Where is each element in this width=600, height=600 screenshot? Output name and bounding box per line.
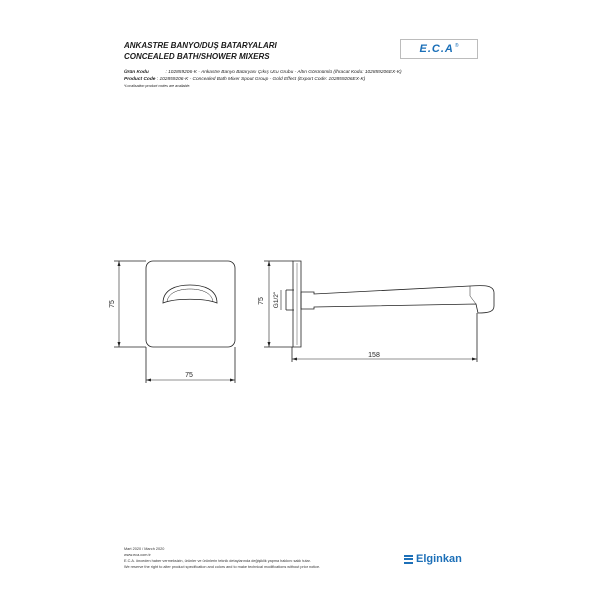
thread-label: G1/2" [273,291,280,309]
code-label-english: Product Code [124,76,156,82]
code-value-english: : 102859206-K - Concealed Bath Mixer Spout Group - Gold Effect (Export Code: 102859206EX-K) [156,76,366,82]
elginkan-mark-icon [404,555,413,564]
elginkan-brand-name: Elginkan [416,553,462,565]
front-height-label: 75 [109,300,116,308]
footer-date: Mart 2020 / March 2020 [124,547,165,551]
front-width-label: 75 [185,372,193,379]
registered-mark: ® [454,43,459,49]
footer-disclaimer-english: We reserve the right to alter product specification and colors and to make technical modifications without prior notice. [124,565,321,569]
title-turkish: ANKASTRE BANYO/DUŞ BATARYALARI [124,41,277,50]
title-english: CONCEALED BATH/SHOWER MIXERS [124,52,270,61]
side-height-label: 75 [258,297,265,305]
footer-disclaimer-turkish: E.C.A. önceden haber vermeksizin, ürünler ve ürünlerin teknik detaylarında değişiklik yapma hakkını saklı tutar. [124,559,311,563]
footer-website: www.eca.com.tr [124,553,151,557]
code-value-turkish: : 102859206-K - Ankastre Banyo Bataryası Çıkış Ucu Grubu - Altın Görünümlü (İhracat Kodu: 102859206EX-K) [165,70,402,75]
footer-info [124,546,320,570]
code-label-turkish: Ürün Kodu [124,70,149,75]
spout-side-profile [301,286,494,313]
elginkan-logo [404,553,462,565]
spout-length-label: 158 [368,352,380,359]
eca-logo-text: E.C.A [419,43,454,55]
front-plate-outline [146,261,235,347]
localisation-note: *Localisation product codes are available. [124,84,191,89]
